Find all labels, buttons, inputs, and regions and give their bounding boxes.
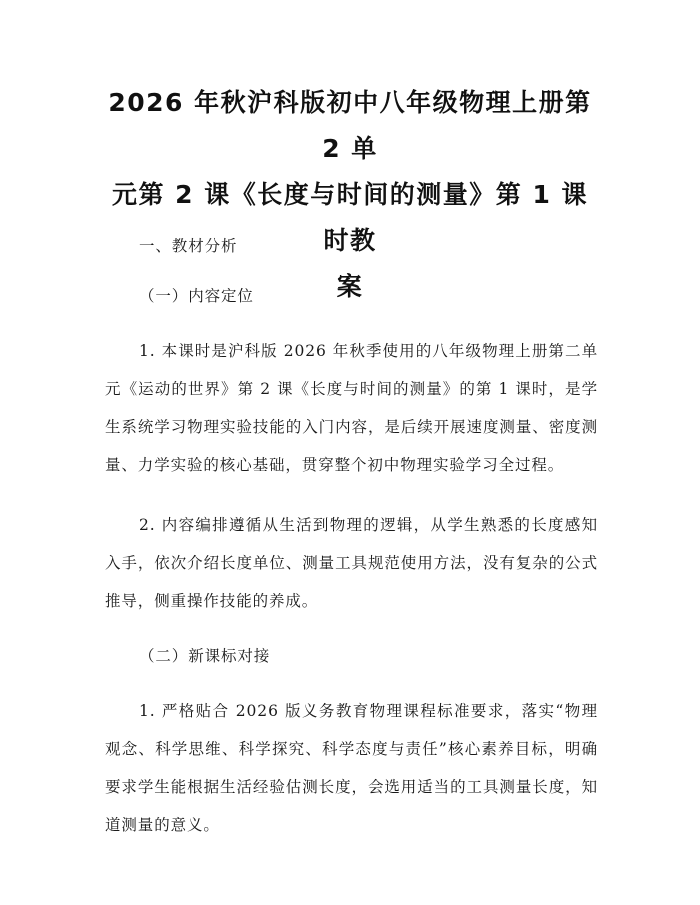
subsection-heading: （一）内容定位 — [139, 287, 254, 305]
subsection-heading: （二）新课标对接 — [139, 647, 271, 665]
paragraph: 1. 严格贴合 2026 版义务教育物理课程标准要求，落实“物理观念、科学思维、科学探究、科学态度与责任”核心素养目标，明确要求学生能根据生活经验估测长度，会选用适当的工具测量长度，知道测量的意义。 — [105, 702, 598, 834]
title-line-3: 案 — [336, 272, 364, 301]
paragraph: 2. 内容编排遵循从生活到物理的逻辑，从学生熟悉的长度感知入手，依次介绍长度单位、测量工具规范使用方法，没有复杂的公式推导，侧重操作技能的养成。 — [105, 516, 598, 610]
title-line-2: 元第 2 课《长度与时间的测量》第 1 课时教 — [111, 180, 589, 255]
title-line-1: 2026 年秋沪科版初中八年级物理上册第 2 单 — [108, 88, 592, 163]
paragraph: 1. 本课时是沪科版 2026 年秋季使用的八年级物理上册第二单元《运动的世界》第 2 课《长度与时间的测量》的第 1 课时，是学生系统学习物理实验技能的入门内容，是后续开展速度测量、密度测量、力学实验的核心基础，贯穿整个初中物理实验学习全过程。 — [105, 342, 598, 474]
section-heading: 一、教材分析 — [139, 237, 238, 255]
document-body — [105, 232, 598, 844]
